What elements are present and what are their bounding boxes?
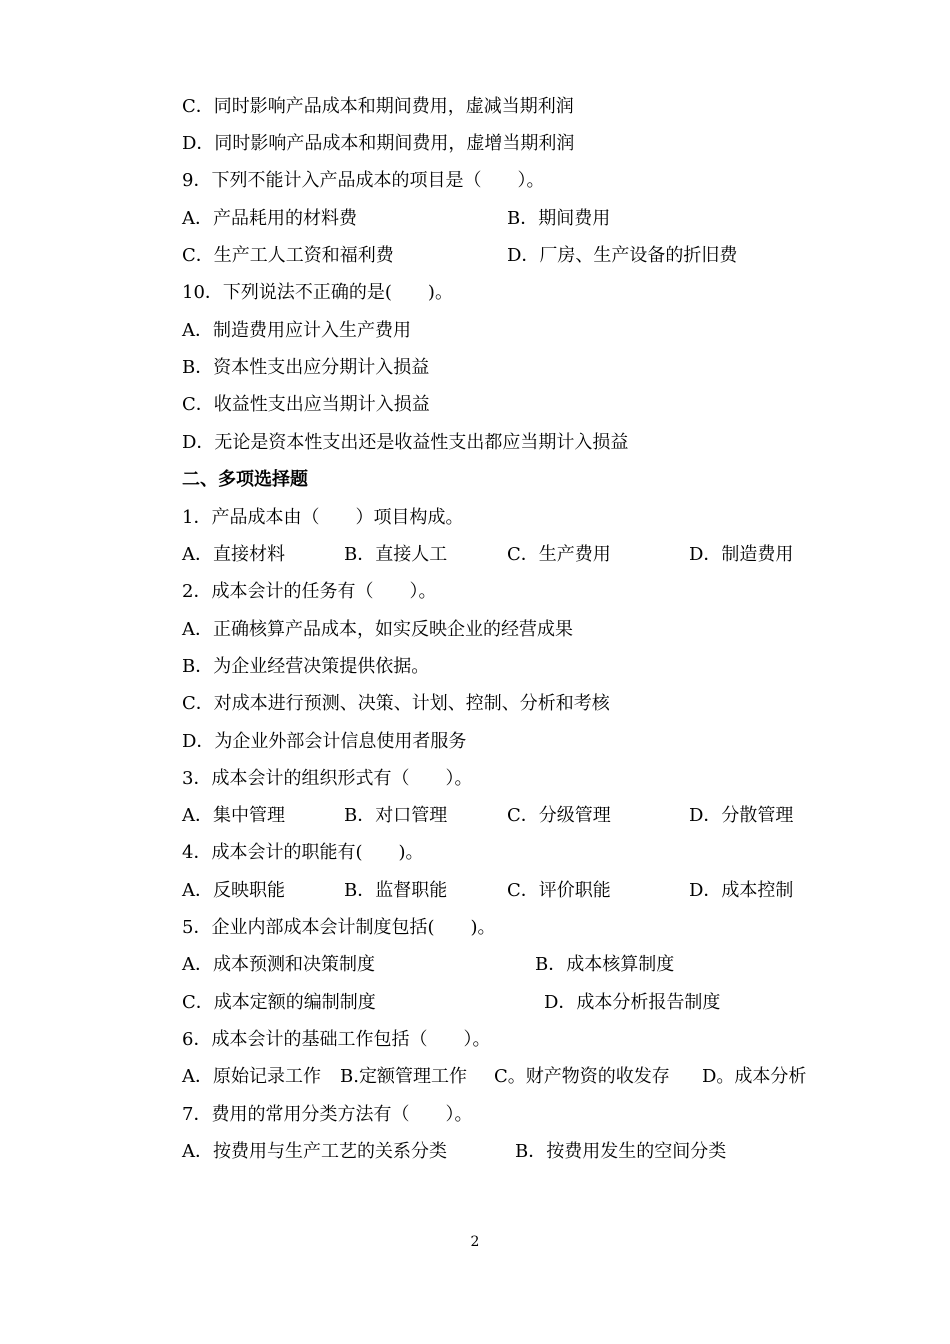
option-row xyxy=(182,805,822,827)
option-row xyxy=(182,880,822,902)
option-text: A．集中管理 xyxy=(182,805,285,826)
text-line: 4．成本会计的职能有( )。 xyxy=(182,842,424,863)
option-row xyxy=(182,544,822,566)
text-line: B．资本性支出应分期计入损益 xyxy=(182,357,430,378)
text-line: D．为企业外部会计信息使用者服务 xyxy=(182,731,467,752)
text-line: B．为企业经营决策提供依据。 xyxy=(182,656,430,677)
text-line: 2．成本会计的任务有（ ）。 xyxy=(182,581,437,602)
page-number: 2 xyxy=(470,1234,480,1250)
text-line: 5．企业内部成本会计制度包括( )。 xyxy=(182,917,496,938)
option-text: D．分散管理 xyxy=(689,805,794,826)
option-text: D．成本分析报告制度 xyxy=(544,992,721,1013)
option-row xyxy=(182,245,822,267)
text-line: 6．成本会计的基础工作包括（ ）。 xyxy=(182,1029,491,1050)
text-line: 3．成本会计的组织形式有（ ）。 xyxy=(182,768,473,789)
option-row xyxy=(182,954,822,976)
option-text: C．分级管理 xyxy=(507,805,611,826)
text-line: 9．下列不能计入产品成本的项目是（ ）。 xyxy=(182,170,545,191)
option-row xyxy=(182,992,822,1014)
text-line: 7．费用的常用分类方法有（ ）。 xyxy=(182,1104,473,1125)
text-line: C．对成本进行预测、决策、计划、控制、分析和考核 xyxy=(182,693,610,714)
option-row xyxy=(182,1066,822,1088)
text-line: A．制造费用应计入生产费用 xyxy=(182,320,411,341)
option-text: A．原始记录工作 xyxy=(182,1066,321,1087)
text-line: D．无论是资本性支出还是收益性支出都应当期计入损益 xyxy=(182,432,629,453)
option-text: B．对口管理 xyxy=(344,805,448,826)
text-line: A．正确核算产品成本，如实反映企业的经营成果 xyxy=(182,619,573,640)
option-text: B．按费用发生的空间分类 xyxy=(515,1141,727,1162)
option-text: B．直接人工 xyxy=(344,544,448,565)
option-row xyxy=(182,208,822,230)
option-text: C．评价职能 xyxy=(507,880,611,901)
option-row xyxy=(182,1141,822,1163)
option-text: B．监督职能 xyxy=(344,880,448,901)
text-line: 1．产品成本由（ ）项目构成。 xyxy=(182,507,464,528)
option-text: B．成本核算制度 xyxy=(535,954,675,975)
option-text: A．反映职能 xyxy=(182,880,285,901)
option-text: C。财产物资的收发存 xyxy=(494,1066,670,1087)
option-text: A．直接材料 xyxy=(182,544,285,565)
text-line: 10．下列说法不正确的是( )。 xyxy=(182,282,453,303)
option-text: A．按费用与生产工艺的关系分类 xyxy=(182,1141,447,1162)
text-line: C．同时影响产品成本和期间费用，虚减当期利润 xyxy=(182,96,574,117)
text-line: C．收益性支出应当期计入损益 xyxy=(182,394,430,415)
option-text: A．成本预测和决策制度 xyxy=(182,954,375,975)
option-text: C．生产工人工资和福利费 xyxy=(182,245,394,266)
text-line: D．同时影响产品成本和期间费用，虚增当期利润 xyxy=(182,133,575,154)
option-text: D．成本控制 xyxy=(689,880,794,901)
option-text: D．厂房、生产设备的折旧费 xyxy=(507,245,738,266)
option-text: B．期间费用 xyxy=(507,208,611,229)
option-text: C．生产费用 xyxy=(507,544,611,565)
option-text: C．成本定额的编制制度 xyxy=(182,992,376,1013)
option-text: B.定额管理工作 xyxy=(340,1066,467,1087)
option-text: D．制造费用 xyxy=(689,544,794,565)
section-heading: 二、多项选择题 xyxy=(182,469,308,490)
option-text: A．产品耗用的材料费 xyxy=(182,208,357,229)
option-text: D。成本分析 xyxy=(702,1066,807,1087)
